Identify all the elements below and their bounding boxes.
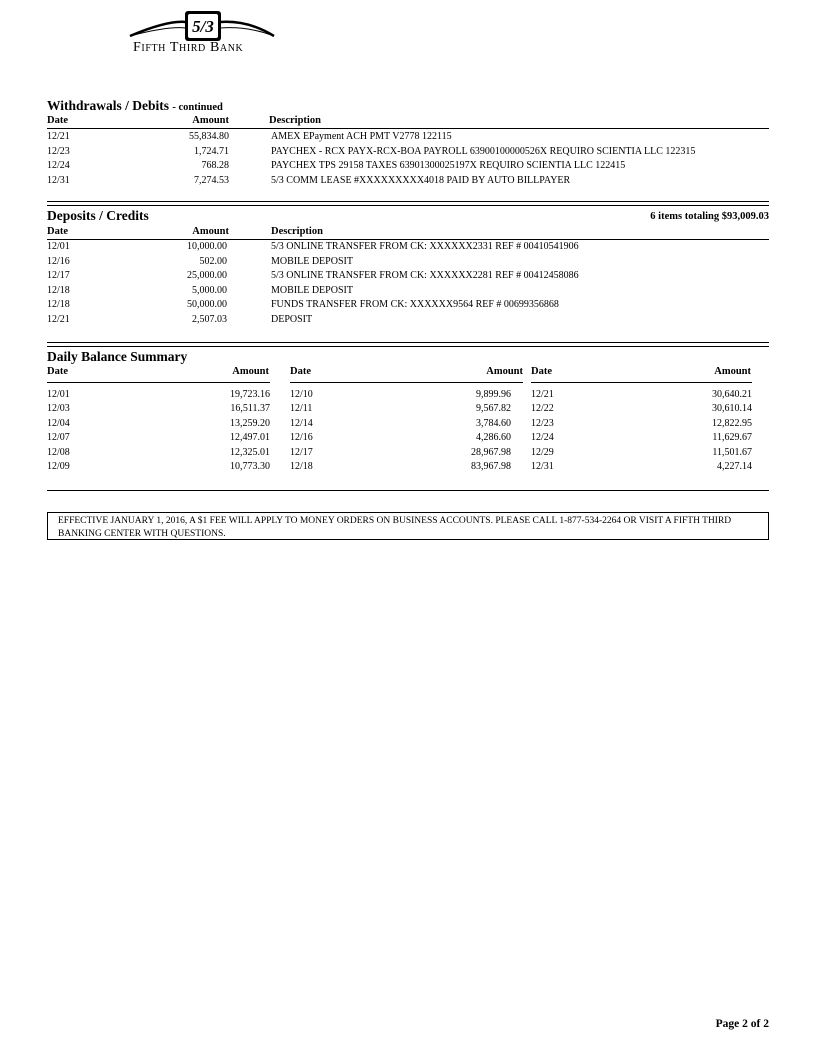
balance-date: 12/07 [47,432,70,443]
row-description: MOBILE DEPOSIT [271,285,353,296]
row-description: FUNDS TRANSFER FROM CK: XXXXXX9564 REF # 00699356868 [271,299,559,310]
section-divider [47,346,769,347]
row-description: 5/3 ONLINE TRANSFER FROM CK: XXXXXX2331 REF # 00410541906 [271,241,579,252]
deposits-date-header: Date [47,226,68,237]
balance-date: 12/01 [47,389,70,400]
balance-amount: 30,610.14 [712,403,752,414]
balance-amount: 9,567.82 [476,403,511,414]
row-description: DEPOSIT [271,314,313,325]
balance-amount: 83,967.98 [471,461,511,472]
fee-notice: EFFECTIVE JANUARY 1, 2016, A $1 FEE WILL APPLY TO MONEY ORDERS ON BUSINESS ACCOUNTS. PLEASE CALL 1-877-534-2264 OR VISIT A FIFTH THIRD BANKING CENTER WITH QUESTIONS. [47,512,769,540]
balance-date: 12/04 [47,418,70,429]
row-description: 5/3 COMM LEASE #XXXXXXXXX4018 PAID BY AUTO BILLPAYER [271,175,571,186]
balance-date: 12/17 [290,447,313,458]
balance-date: 12/14 [290,418,313,429]
deposits-title: Deposits / Credits [47,208,149,223]
deposits-header-rule [47,239,769,240]
withdrawals-date-header: Date [47,115,68,126]
row-amount: 25,000.00 [187,270,227,281]
row-date: 12/21 [47,314,70,325]
balance-amount-header: Amount [232,366,269,377]
section-divider [47,342,769,343]
balance-col1-rule [47,382,270,383]
row-amount: 7,274.53 [194,175,229,186]
row-amount: 768.28 [201,160,229,171]
balance-amount-header: Amount [486,366,523,377]
deposits-description-header: Description [271,226,323,237]
balance-amount: 11,501.67 [712,447,752,458]
row-date: 12/01 [47,241,70,252]
balance-amount: 9,899.96 [476,389,511,400]
row-amount: 502.00 [199,256,227,267]
bank-name: Fifth Third Bank [133,40,244,55]
row-description: PAYCHEX TPS 29158 TAXES 63901300025197X REQUIRO SCIENTIA LLC 122415 [271,160,626,171]
balance-date: 12/31 [531,461,554,472]
section-divider [47,201,769,202]
section-divider [47,205,769,206]
row-description: PAYCHEX - RCX PAYX-RCX-BOA PAYROLL 63900100000526X REQUIRO SCIENTIA LLC 122315 [271,146,696,157]
row-amount: 50,000.00 [187,299,227,310]
balance-amount: 16,511.37 [230,403,270,414]
balance-date: 12/10 [290,389,313,400]
balance-amount: 12,497.01 [230,432,270,443]
balance-date: 12/18 [290,461,313,472]
balance-date: 12/22 [531,403,554,414]
balance-amount: 4,227.14 [717,461,752,472]
daily-balance-title: Daily Balance Summary [47,349,188,364]
balance-date: 12/08 [47,447,70,458]
row-date: 12/18 [47,285,70,296]
balance-date: 12/24 [531,432,554,443]
row-amount: 1,724.71 [194,146,229,157]
balance-amount: 12,822.95 [712,418,752,429]
page-number: Page 2 of 2 [715,1018,769,1030]
row-description: 5/3 ONLINE TRANSFER FROM CK: XXXXXX2281 REF # 00412458086 [271,270,579,281]
balance-date: 12/16 [290,432,313,443]
row-amount: 2,507.03 [192,314,227,325]
balance-date: 12/03 [47,403,70,414]
balance-amount: 30,640.21 [712,389,752,400]
balance-date: 12/09 [47,461,70,472]
balance-amount: 13,259.20 [230,418,270,429]
row-date: 12/24 [47,160,70,171]
row-amount: 55,834.80 [189,131,229,142]
row-description: MOBILE DEPOSIT [271,256,353,267]
svg-text:5/3: 5/3 [192,17,214,36]
row-date: 12/17 [47,270,70,281]
balance-amount: 4,286.60 [476,432,511,443]
balance-amount: 12,325.01 [230,447,270,458]
row-date: 12/23 [47,146,70,157]
balance-amount: 11,629.67 [712,432,752,443]
balance-amount: 10,773.30 [230,461,270,472]
row-date: 12/21 [47,131,70,142]
balance-amount: 28,967.98 [471,447,511,458]
withdrawals-amount-header: Amount [192,115,229,126]
balance-date: 12/29 [531,447,554,458]
balance-amount: 19,723.16 [230,389,270,400]
balance-amount: 3,784.60 [476,418,511,429]
row-date: 12/31 [47,175,70,186]
row-description: AMEX EPayment ACH PMT V2778 122115 [271,131,452,142]
withdrawals-header-rule [47,128,769,129]
balance-date-header: Date [531,366,552,377]
row-amount: 10,000.00 [187,241,227,252]
balance-date: 12/23 [531,418,554,429]
balance-amount-header: Amount [714,366,751,377]
deposits-summary: 6 items totaling $93,009.03 [650,211,769,222]
withdrawals-title: Withdrawals / Debits - continued [47,98,223,113]
balance-col2-rule [290,382,523,383]
row-date: 12/18 [47,299,70,310]
balance-date: 12/11 [290,403,313,414]
deposits-amount-header: Amount [192,226,229,237]
row-date: 12/16 [47,256,70,267]
row-amount: 5,000.00 [192,285,227,296]
section-divider [47,490,769,491]
withdrawals-description-header: Description [269,115,321,126]
balance-date-header: Date [47,366,68,377]
balance-col3-rule [531,382,752,383]
balance-date: 12/21 [531,389,554,400]
balance-date-header: Date [290,366,311,377]
